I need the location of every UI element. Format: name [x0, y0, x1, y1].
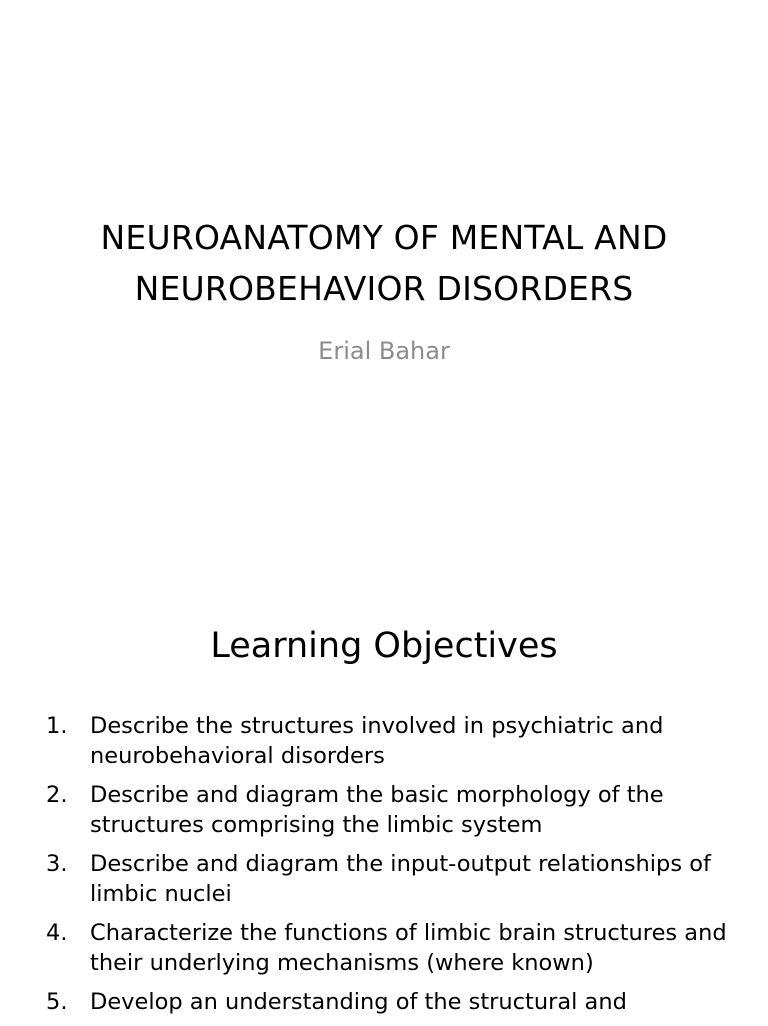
- list-item-text: Describe the structures involved in psychiatric and neurobehavioral disorders: [90, 713, 664, 769]
- list-item: [46, 711, 746, 771]
- list-item-text: Describe and diagram the input-output relationships of limbic nuclei: [90, 851, 711, 907]
- objectives-slide: [0, 576, 768, 1024]
- list-item-text: Characterize the functions of limbic brain structures and their underlying mechanisms (where known): [90, 920, 727, 976]
- title-line-2: NEUROBEHAVIOR DISORDERS: [134, 269, 634, 309]
- objectives-heading: Learning Objectives: [210, 626, 558, 666]
- title-line-1: NEUROANATOMY OF MENTAL AND: [100, 218, 668, 258]
- list-item-number: 1.: [46, 713, 68, 739]
- objectives-list: [46, 711, 746, 1026]
- list-item-number: 5.: [46, 989, 68, 1015]
- list-item: [46, 849, 746, 909]
- list-item-text: Develop an understanding of the structural and: [90, 989, 627, 1015]
- list-item-text: Describe and diagram the basic morphology of the structures comprising the limbic system: [90, 782, 664, 838]
- list-item: [46, 987, 746, 1017]
- author-name: Erial Bahar: [318, 337, 450, 365]
- list-item: [46, 780, 746, 840]
- list-item: [46, 918, 746, 978]
- presentation-title: [20, 212, 748, 314]
- list-item-number: 4.: [46, 920, 68, 946]
- list-item-number: 3.: [46, 851, 68, 877]
- list-item-number: 2.: [46, 782, 68, 808]
